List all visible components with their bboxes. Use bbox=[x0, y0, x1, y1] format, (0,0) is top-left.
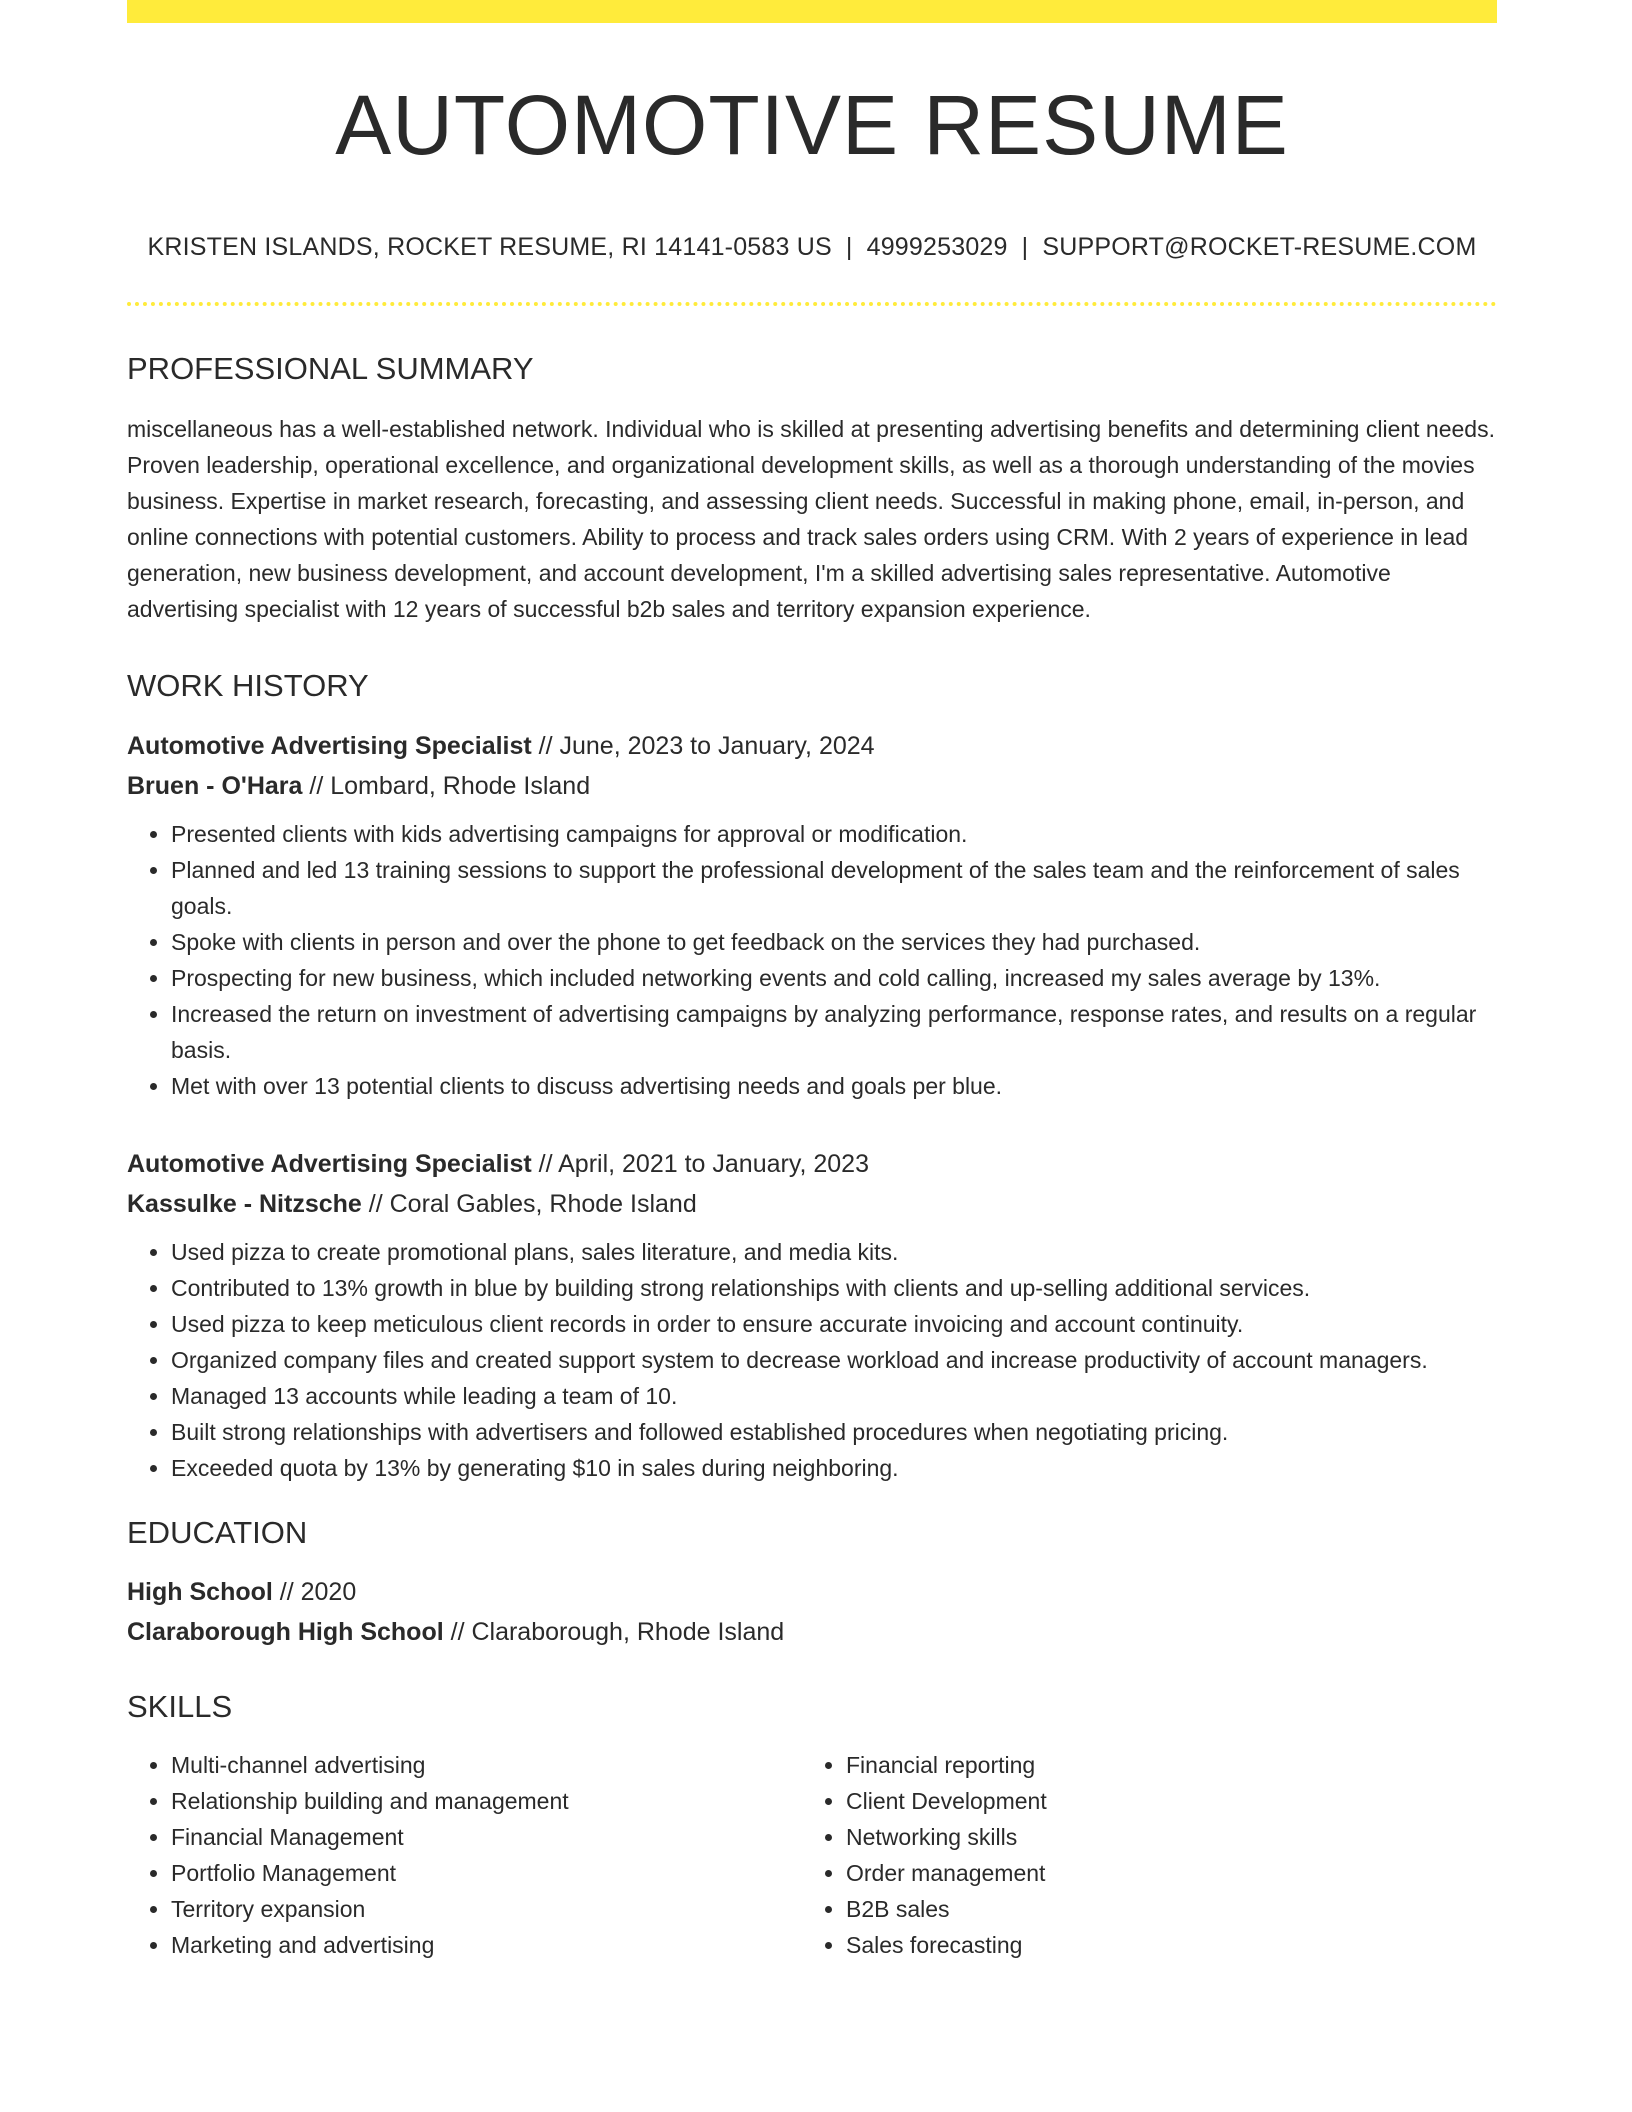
education-entry bbox=[127, 1572, 1497, 1652]
job-bullet: • Planned and led 13 training sessions to support the professional development of the sales team and the reinforcement of sales goals. bbox=[171, 852, 1497, 924]
education-school: Claraborough High School bbox=[127, 1617, 444, 1646]
skills-list-right bbox=[802, 1747, 1477, 1963]
work-history-heading: WORK HISTORY bbox=[127, 668, 369, 704]
contact-phone: 4999253029 bbox=[866, 233, 1008, 261]
job-bullet: • Managed 13 accounts while leading a team of 10. bbox=[171, 1378, 1497, 1414]
job-dates: // June, 2023 to January, 2024 bbox=[531, 732, 875, 761]
education-location: // Claraborough, Rhode Island bbox=[443, 1617, 785, 1646]
job-bullet: • Organized company files and created support system to decrease workload and increase productivity of account managers. bbox=[171, 1342, 1497, 1378]
job-bullets bbox=[127, 1234, 1497, 1486]
skill-item: • Relationship building and management bbox=[171, 1783, 802, 1819]
job-bullet: • Increased the return on investment of advertising campaigns by analyzing performance, response rates, and results on a regular basis. bbox=[171, 996, 1497, 1068]
education-school-line bbox=[127, 1612, 1497, 1652]
resume-page bbox=[127, 0, 1497, 1963]
skill-item: • Client Development bbox=[846, 1783, 1477, 1819]
contact-separator: | bbox=[1021, 233, 1029, 261]
contact-email: SUPPORT@ROCKET-RESUME.COM bbox=[1042, 233, 1477, 261]
skill-item: • Financial reporting bbox=[846, 1747, 1477, 1783]
education-degree: High School bbox=[127, 1577, 273, 1606]
job-title: Automotive Advertising Specialist bbox=[127, 732, 532, 761]
skill-item: • Order management bbox=[846, 1855, 1477, 1891]
skill-item: • Financial Management bbox=[171, 1819, 802, 1855]
job-location: // Lombard, Rhode Island bbox=[302, 772, 591, 801]
resume-title: AUTOMOTIVE RESUME bbox=[335, 78, 1289, 172]
education-degree-line bbox=[127, 1572, 1497, 1612]
skill-item: • Sales forecasting bbox=[846, 1927, 1477, 1963]
job-bullet: • Used pizza to create promotional plans, sales literature, and media kits. bbox=[171, 1234, 1497, 1270]
job-bullets bbox=[127, 816, 1497, 1104]
header-divider bbox=[127, 302, 1497, 306]
job-bullet: • Used pizza to keep meticulous client records in order to ensure accurate invoicing and account continuity. bbox=[171, 1306, 1497, 1342]
summary-text: miscellaneous has a well-established network. Individual who is skilled at presenting advertising benefits and determining client needs. Proven leadership, operational excellence, and organizational development skills, as well as a thorough understanding of the movies business. Expertise in market research, forecasting, and assessing client needs. Successful in making phone, email, in-person, and online connections with potential customers. Ability to process and track sales orders using CRM. With 2 years of experience in lead generation, new business development, and account development, I'm a skilled advertising sales representative. Automotive advertising specialist with 12 years of successful b2b sales and territory expansion experience. bbox=[127, 416, 1495, 623]
job-bullet: • Built strong relationships with advertisers and followed established procedures when negotiating pricing. bbox=[171, 1414, 1497, 1450]
job-company: Kassulke - Nitzsche bbox=[127, 1190, 362, 1219]
job-company-line bbox=[127, 766, 1497, 806]
summary-heading: PROFESSIONAL SUMMARY bbox=[127, 351, 534, 386]
top-accent-bar bbox=[127, 0, 1497, 23]
job-company-line bbox=[127, 1184, 1497, 1224]
skill-item: • B2B sales bbox=[846, 1891, 1477, 1927]
job-dates: // April, 2021 to January, 2023 bbox=[531, 1150, 869, 1179]
skill-item: • Portfolio Management bbox=[171, 1855, 802, 1891]
job-entry bbox=[127, 1144, 1497, 1486]
skill-item: • Territory expansion bbox=[171, 1891, 802, 1927]
contact-separator: | bbox=[845, 233, 853, 261]
contact-address: KRISTEN ISLANDS, ROCKET RESUME, RI 14141-0583 US bbox=[147, 233, 832, 261]
job-bullet: • Spoke with clients in person and over the phone to get feedback on the services they had purchased. bbox=[171, 924, 1497, 960]
skills-grid bbox=[127, 1747, 1497, 1963]
job-bullet: • Met with over 13 potential clients to discuss advertising needs and goals per blue. bbox=[171, 1068, 1497, 1104]
education-year: // 2020 bbox=[272, 1577, 357, 1606]
job-bullet: • Contributed to 13% growth in blue by building strong relationships with clients and up-selling additional services. bbox=[171, 1270, 1497, 1306]
contact-line bbox=[127, 233, 1497, 262]
education-heading: EDUCATION bbox=[127, 1515, 308, 1551]
job-company: Bruen - O'Hara bbox=[127, 772, 303, 801]
job-title: Automotive Advertising Specialist bbox=[127, 1150, 532, 1179]
job-bullet: • Exceeded quota by 13% by generating $10 in sales during neighboring. bbox=[171, 1450, 1497, 1486]
job-bullet: • Prospecting for new business, which included networking events and cold calling, increased my sales average by 13%. bbox=[171, 960, 1497, 996]
skill-item: • Networking skills bbox=[846, 1819, 1477, 1855]
skill-item: • Marketing and advertising bbox=[171, 1927, 802, 1963]
job-title-line bbox=[127, 726, 1497, 766]
skills-heading: SKILLS bbox=[127, 1688, 233, 1724]
job-title-line bbox=[127, 1144, 1497, 1184]
job-entry bbox=[127, 726, 1497, 1104]
job-bullet: • Presented clients with kids advertising campaigns for approval or modification. bbox=[171, 816, 1497, 852]
skill-item: • Multi-channel advertising bbox=[171, 1747, 802, 1783]
skills-list-left bbox=[127, 1747, 802, 1963]
job-location: // Coral Gables, Rhode Island bbox=[361, 1190, 697, 1219]
